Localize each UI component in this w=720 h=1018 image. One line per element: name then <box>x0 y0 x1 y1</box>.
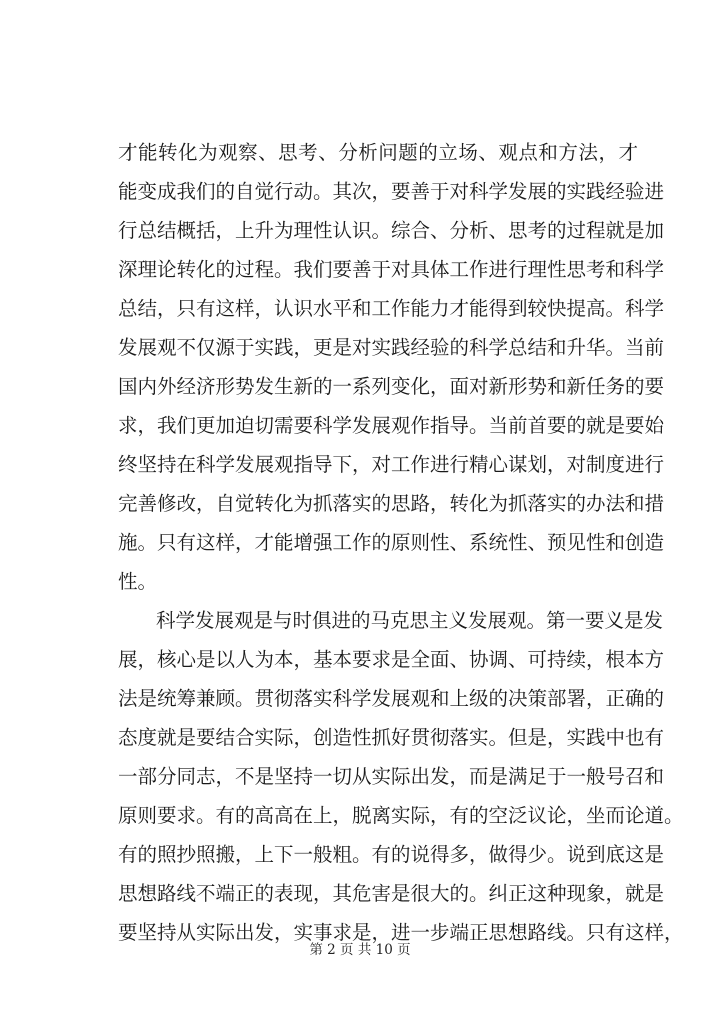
text-line: 国内外经济形势发生新的一系列变化，面对新形势和新任务的要 <box>118 375 665 398</box>
text-line: 有的照抄照搬，上下一般粗。有的说得多，做得少。说到底这是 <box>118 843 665 866</box>
body-text <box>118 133 684 952</box>
text-line: 求，我们更加迫切需要科学发展观作指导。当前首要的就是要始 <box>118 414 665 437</box>
page-number-footer: 第 2 页 共 10 页 <box>309 942 411 958</box>
paragraph-first-line: 科学发展观是与时俱进的马克思主义发展观。第一要义是发 <box>156 609 664 632</box>
text-line: 发展观不仅源于实践，更是对实践经验的科学总结和升华。当前 <box>118 336 665 359</box>
text-line: 要坚持从实际出发，实事求是，进一步端正思想路线。只有这样， <box>118 921 684 944</box>
text-line: 终坚持在科学发展观指导下，对工作进行精心谋划，对制度进行 <box>118 453 665 476</box>
text-line: 态度就是要结合实际，创造性抓好贯彻落实。但是，实践中也有 <box>118 726 665 749</box>
text-line: 才能转化为观察、思考、分析问题的立场、观点和方法，才 <box>118 141 638 164</box>
text-line: 总结，只有这样，认识水平和工作能力才能得到较快提高。科学 <box>118 297 665 320</box>
text-line: 原则要求。有的高高在上，脱离实际，有的空泛议论，坐而论道。 <box>118 804 684 827</box>
text-line: 法是统筹兼顾。贯彻落实科学发展观和上级的决策部署，正确的 <box>118 687 665 710</box>
text-line: 能变成我们的自觉行动。其次，要善于对科学发展的实践经验进 <box>118 180 665 203</box>
text-line: 施。只有这样，才能增强工作的原则性、系统性、预见性和创造 <box>118 531 665 554</box>
text-line: 一部分同志，不是坚持一切从实际出发，而是满足于一般号召和 <box>118 765 665 788</box>
text-line: 行总结概括，上升为理性认识。综合、分析、思考的过程就是加 <box>118 219 665 242</box>
text-line: 完善修改，自觉转化为抓落实的思路，转化为抓落实的办法和措 <box>118 492 665 515</box>
text-line: 展，核心是以人为本，基本要求是全面、协调、可持续，根本方 <box>118 648 665 671</box>
text-line: 深理论转化的过程。我们要善于对具体工作进行理性思考和科学 <box>118 258 665 281</box>
text-line: 性。 <box>118 570 158 593</box>
text-line: 思想路线不端正的表现，其危害是很大的。纠正这种现象，就是 <box>118 882 665 905</box>
